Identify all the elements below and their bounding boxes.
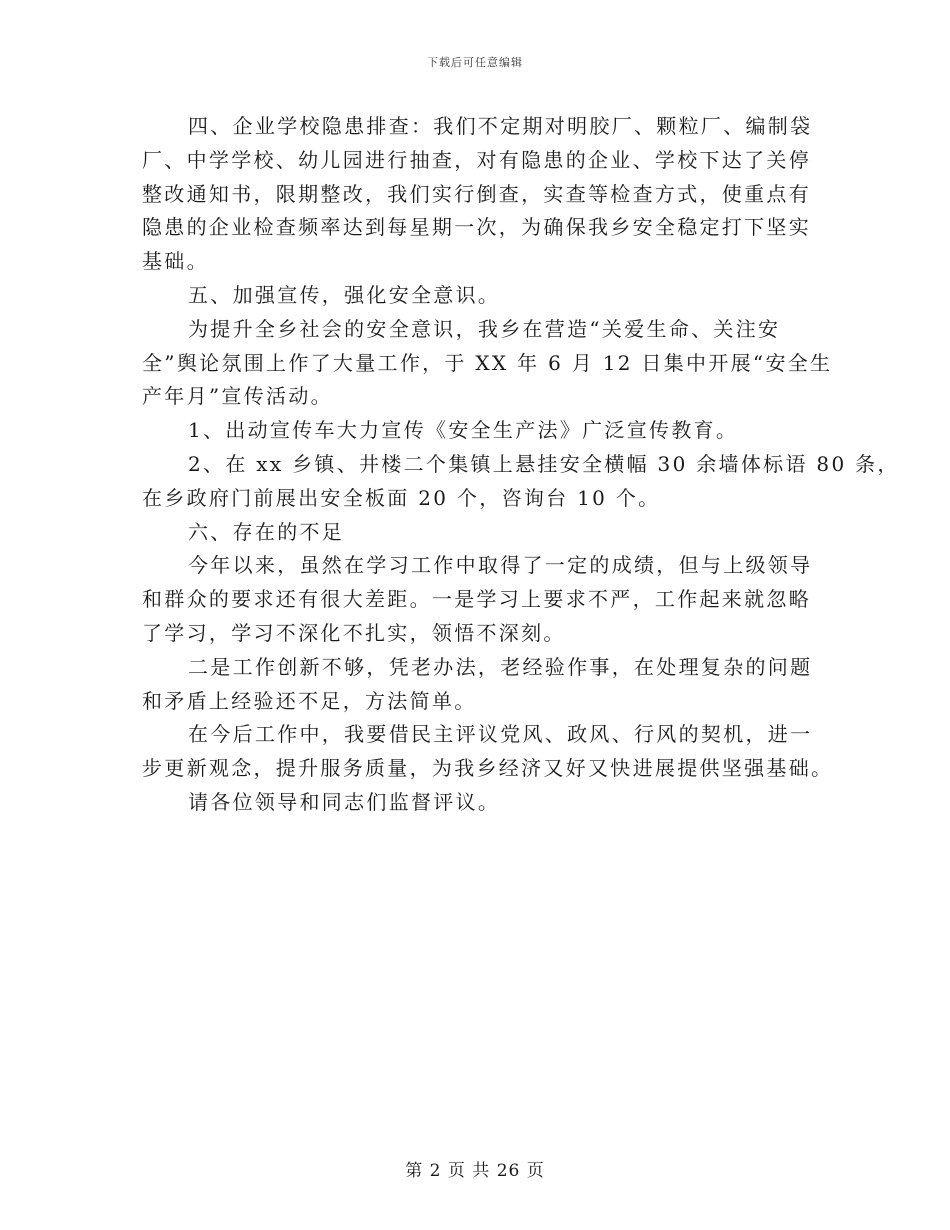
paragraph-line: 步更新观念，提升服务质量，为我乡经济又好又快进展提供坚强基础。 (142, 756, 834, 781)
list-item: 1、出动宣传车大力宣传《安全生产法》广泛宣传教育。 (188, 418, 739, 443)
paragraph-line: 在今后工作中，我要借民主评议党风、政风、行风的契机，进一 (188, 722, 813, 747)
paragraph-line: 四、企业学校隐患排查：我们不定期对明胶厂、颗粒厂、编制袋 (188, 114, 813, 138)
paragraph-line: 厂、中学学校、幼儿园进行抽查，对有隐患的企业、学校下达了关停 (142, 147, 811, 172)
paragraph-line: 了学习，学习不深化不扎实，领悟不深刻。 (142, 620, 566, 645)
paragraph-line: 今年以来，虽然在学习工作中取得了一定的成绩，但与上级领导 (188, 553, 813, 578)
list-item: 2、在 xx 乡镇、井楼二个集镇上悬挂安全横幅 30 余墙体标语 80 条， (188, 451, 900, 476)
paragraph-line: 和矛盾上经验还不足，方法简单。 (142, 688, 477, 713)
paragraph-line: 在乡政府门前展出安全板面 20 个，咨询台 10 个。 (142, 485, 661, 510)
paragraph-line: 为提升全乡社会的安全意识，我乡在营造“关爱生命、关注安 (188, 316, 781, 341)
paragraph-line: 整改通知书，限期整改，我们实行倒查，实查等检查方式，使重点有 (142, 181, 811, 206)
paragraph-line: 全”舆论氛围上作了大量工作，于 XX 年 6 月 12 日集中开展“安全生 (142, 350, 833, 375)
paragraph-line: 请各位领导和同志们监督评议。 (188, 789, 501, 814)
paragraph-line: 和群众的要求还有很大差距。一是学习上要求不严，工作起来就忽略 (142, 587, 811, 612)
paragraph-line: 隐患的企业检查频率达到每星期一次，为确保我乡安全稳定打下坚实 (142, 215, 811, 240)
page-number: 第 2 页 共 26 页 (405, 1161, 545, 1181)
document-body (142, 110, 900, 820)
section-heading: 五、加强宣传，强化安全意识。 (188, 282, 501, 307)
section-heading: 六、存在的不足 (188, 519, 345, 544)
paragraph-line: 二是工作创新不够，凭老办法，老经验作事，在处理复杂的问题 (188, 654, 813, 679)
paragraph-line: 产年月”宣传活动。 (142, 384, 333, 409)
paragraph-line: 基础。 (142, 249, 209, 274)
page-header: 下载后可任意编辑 (427, 56, 523, 69)
